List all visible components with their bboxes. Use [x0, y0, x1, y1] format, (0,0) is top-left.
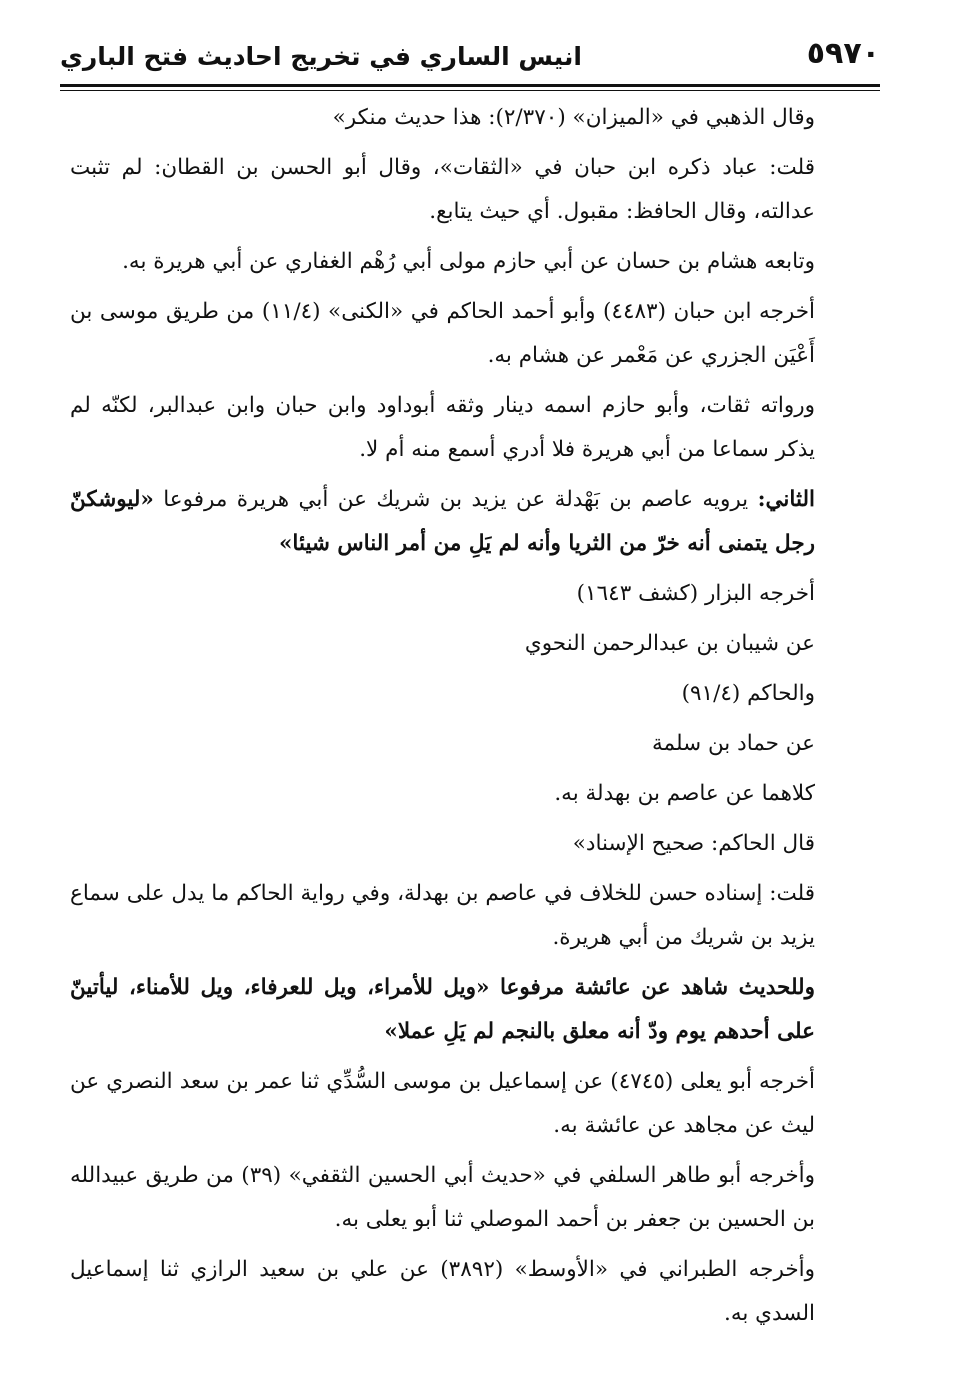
paragraph: وأخرجه الطبراني في «الأوسط» (٣٨٩٢) عن علي بن سعيد الرازي ثنا إسماعيل السدي به.	[70, 1257, 815, 1326]
paragraph: قال الحاكم: صحيح الإسناد»	[572, 831, 815, 856]
page-body	[70, 96, 885, 1366]
paragraph-text: يرويه عاصم بن بَهْدلة عن يزيد بن شريك عن أبي هريرة مرفوعا	[163, 487, 749, 512]
paragraph: أخرجه ابن حبان (٤٤٨٣) وأبو أحمد الحاكم في «الكنى» (١١/٤) من طريق موسى بن أَعْيَن الجزري عن مَعْمر عن هشام به.	[70, 299, 815, 368]
paragraph	[70, 478, 885, 566]
paragraph: قلت: إسناده حسن للخلاف في عاصم بن بهدلة، وفي رواية الحاكم ما يدل على سماع يزيد بن شريك من أبي هريرة.	[70, 881, 815, 950]
paragraph: أخرجه البزار (كشف ١٦٤٣)	[576, 581, 815, 606]
paragraph: وتابعه هشام بن حسان عن أبي حازم مولى أبي رُهْم الغفاري عن أبي هريرة به.	[122, 249, 815, 274]
paragraph: ورواته ثقات، وأبو حازم اسمه دينار وثقه أبوداود وابن حبان وابن عبدالبر، لكنّه لم يذكر سماعا من أبي هريرة فلا أدري أسمع منه أم لا.	[70, 393, 815, 462]
paragraph: كلاهما عن عاصم بن بهدلة به.	[554, 781, 815, 806]
paragraph: عن شيبان بن عبدالرحمن النحوي	[524, 631, 815, 656]
paragraph-label: الثاني:	[757, 487, 815, 512]
paragraph: عن حماد بن سلمة	[652, 731, 815, 756]
page-number: ٥٩٧٠	[806, 36, 880, 71]
hadith-text: «ليوشكنّ رجل يتمنى أنه خرّ من الثريا وأنه لم يَلِ من أمر الناس شيئا»	[70, 487, 815, 556]
paragraph: وأخرجه أبو طاهر السلفي في «حديث أبي الحسين الثقفي» (٣٩) من طريق عبيدالله بن الحسين بن جعفر بن أحمد الموصلي ثنا أبو يعلى به.	[70, 1163, 816, 1232]
paragraph: قلت: عباد ذكره ابن حبان في «الثقات»، وقال أبو الحسن بن القطان: لم تثبت عدالته، وقال الحافظ: مقبول. أي حيث يتابع.	[70, 155, 815, 224]
header-rule	[60, 84, 880, 87]
header-rule-thin	[60, 90, 880, 91]
paragraph: أخرجه أبو يعلى (٤٧٤٥) عن إسماعيل بن موسى السُّدِّي ثنا عمر بن سعد النصري عن ليث عن مجاهد عن عائشة به.	[70, 1069, 815, 1138]
page-header	[60, 32, 880, 88]
paragraph: وقال الذهبي في «الميزان» (٢/٣٧٠): هذا حديث منكر»	[332, 105, 815, 130]
running-title: انيس الساري في تخريج احاديث فتح الباري	[60, 42, 582, 71]
paragraph: وللحديث شاهد عن عائشة مرفوعا «ويل للأمراء، ويل للعرفاء، ويل للأمناء، ليأتينّ على أحدهم يوم ودّ أنه معلق بالنجم لم يَلِ عملا»	[70, 975, 815, 1044]
paragraph: والحاكم (٩١/٤)	[681, 681, 815, 706]
